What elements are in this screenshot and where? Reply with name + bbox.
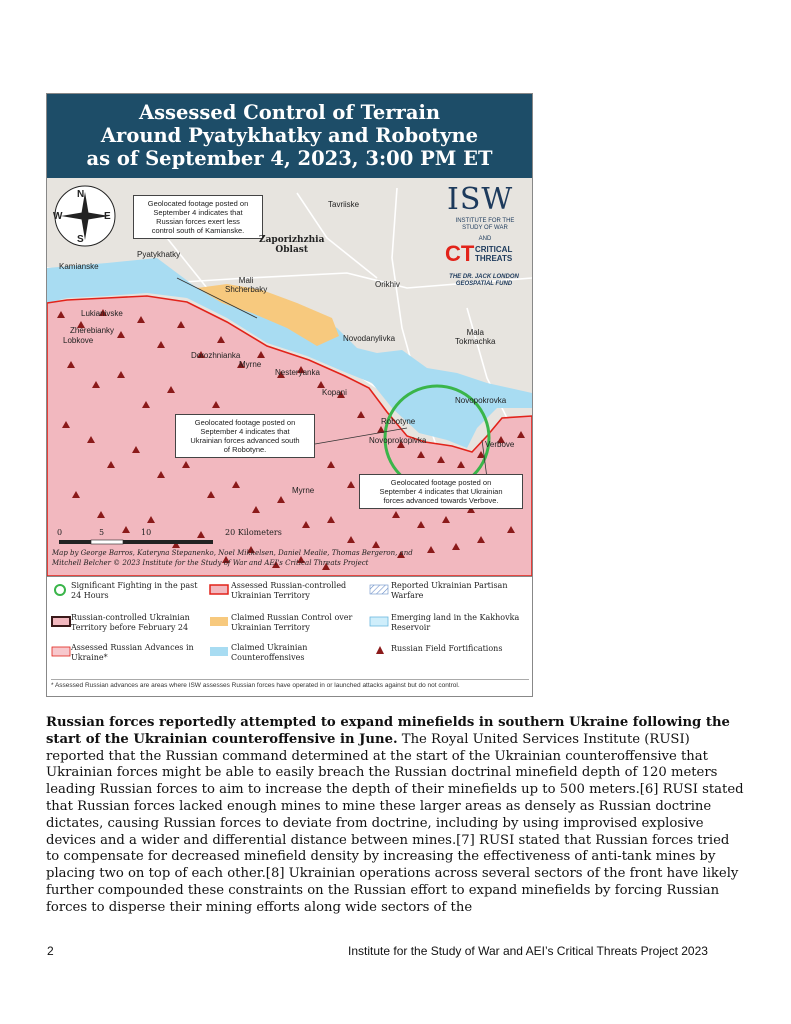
callout-line: Geolocated footage posted on	[390, 478, 492, 487]
logo-line: CRITICAL	[475, 245, 513, 254]
compass-e: E	[104, 211, 111, 222]
legend-line: Territory before February 24	[71, 623, 189, 632]
compass-s: S	[77, 234, 84, 245]
legend-line: Ukraine*	[71, 653, 108, 662]
place-kopani: Kopani	[322, 388, 347, 397]
place-nesteryanka: Nesteryanka	[275, 368, 320, 377]
compass-w: W	[53, 211, 63, 222]
isw-logo: ISW	[447, 182, 514, 217]
legend-line: Assessed Russian Advances in	[71, 643, 194, 652]
map-title-line: as of September 4, 2023, 3:00 PM ET	[86, 147, 493, 170]
scale-label-20: 20 Kilometers	[225, 528, 282, 537]
reservoir-icon	[369, 616, 389, 627]
scale-label-0: 0	[57, 528, 63, 537]
callout-line: September 4 indicates that Ukrainian	[379, 487, 503, 496]
callout-line: Geolocated footage posted on	[147, 199, 249, 208]
logo-line: THREATS	[475, 254, 513, 263]
callout-kamianske	[133, 195, 263, 239]
green-circle-icon	[53, 583, 67, 597]
logo-line: STUDY OF WAR	[462, 225, 508, 231]
footer-source: Institute for the Study of War and AEI’s Critical Threats Project 2023	[348, 944, 708, 958]
legend-line: Ukrainian Territory	[231, 623, 310, 632]
scale-label-5: 5	[99, 528, 105, 537]
place-tavriiske: Tavriiske	[328, 200, 360, 209]
legend-line: Russian-controlled Ukrainian	[71, 613, 190, 622]
geospatial-fund-label	[441, 274, 527, 288]
legend-item	[231, 613, 352, 633]
legend-line: Russian Field Fortifications	[391, 644, 503, 653]
callout-line: control south of Kamianske.	[151, 226, 245, 235]
legend-item	[391, 613, 519, 633]
callout-line: forces advanced towards Verbove.	[383, 496, 499, 505]
place-lobkove: Lobkove	[63, 336, 94, 345]
map-title	[47, 94, 532, 178]
ct-logo: CT	[445, 241, 475, 266]
legend-item	[391, 581, 507, 601]
place-line: Mali	[238, 276, 254, 285]
callout-verbove	[359, 474, 523, 509]
body-paragraph	[46, 715, 746, 917]
ct-logo-text	[475, 245, 512, 263]
blue-area-icon	[209, 646, 229, 657]
place-mali-shcherbaky	[225, 276, 267, 294]
logo-line: GEOSPATIAL FUND	[455, 281, 513, 287]
logo-and: AND	[478, 236, 492, 242]
callout-line: September 4 indicates that	[200, 427, 290, 436]
place-novodanylivka: Novodanylivka	[343, 334, 396, 343]
orange-area-icon	[209, 616, 229, 627]
legend-item	[71, 613, 190, 633]
logo-line: INSTITUTE FOR THE	[455, 218, 515, 224]
place-verbove: Verbove	[485, 440, 515, 449]
red-area-icon	[209, 584, 229, 595]
callout-line: September 4 indicates that	[153, 208, 243, 217]
legend-line: Warfare	[391, 591, 424, 600]
place-pyatykhatky: Pyatykhatky	[137, 250, 181, 259]
legend-line: Ukrainian Territory	[231, 591, 310, 600]
place-zherebianky: Zherebianky	[70, 326, 115, 335]
logo-line: THE DR. JACK LONDON	[449, 274, 519, 280]
callout-line: of Robotyne.	[223, 445, 267, 454]
legend-line: Counteroffensives	[231, 653, 305, 662]
legend-footnote: * Assessed Russian advances are areas where ISW assesses Russian forces have operated in or launched attacks against but do not control.	[51, 679, 529, 690]
legend-item	[391, 644, 502, 654]
credit-line: Mitchell Belcher © 2023 Institute for the Study of War and AEI's Critical Threats Project	[52, 559, 369, 567]
callout-line: Geolocated footage posted on	[194, 418, 296, 427]
place-lukianivske: Lukianivske	[81, 309, 123, 318]
legend-line: Claimed Ukrainian	[231, 643, 308, 652]
triangle-icon	[375, 645, 385, 655]
place-mala-tokmachka	[455, 328, 495, 346]
page-number: 2	[47, 944, 54, 958]
place-myrne: Myrne	[239, 360, 262, 369]
legend-item	[71, 643, 194, 663]
legend-line: Reported Ukrainian Partisan	[391, 581, 508, 590]
place-line: Shcherbaky	[225, 285, 268, 294]
pink-hatch-icon	[51, 646, 71, 657]
legend-item	[71, 581, 197, 601]
map-legend	[47, 576, 532, 697]
legend-line: Reservoir	[391, 623, 431, 632]
place-novoprokopivka: Novoprokopivka	[369, 436, 427, 445]
legend-line: 24 Hours	[71, 591, 109, 600]
hatch-icon	[369, 584, 389, 595]
body-text: The Royal United Services Institute (RUSI) reported that the Russian command determined at the start of the Ukrainian counteroffensive that Ukrainian forces might be able to easily breach the Russian doctrinal minefield depth of 120 meters leading Russian forces to aim to increase the depth of their minefields up to 500 meters.[6] RUSI stated that Russian forces lacked enough mines to mine these larger areas as densely as Russian doctrine dictates, causing Russian forces to deviate from doctrine, including by using improvised explosive devices and a wider and differential distance between mines.[7] RUSI stated that Russian forces tried to compensate for decreased minefield density by increasing the effectiveness of anti-tank mines by placing two on top of each other.[8] Ukrainian operations across several sectors of the front have likely further compounded these constraints on the Russian effort to expand minefields by forcing Russian forces to disperse their mining efforts along wide sectors of the	[46, 731, 744, 915]
callout-line: Russian forces exert less	[156, 217, 240, 226]
legend-item	[231, 581, 346, 601]
map-title-line: Assessed Control of Terrain	[138, 101, 441, 124]
map-figure	[46, 93, 533, 697]
place-dorozhnianka: Dorozhnianka	[191, 351, 241, 360]
oblast-line: Zaporizhzhia	[259, 235, 325, 245]
callout-robotyne	[175, 414, 315, 458]
legend-line: Emerging land in the Kakhovka	[391, 613, 520, 622]
oblast-label	[259, 235, 324, 255]
place-line: Mala	[466, 328, 484, 337]
callout-line: Ukrainian forces advanced south	[190, 436, 300, 445]
scale-bar	[59, 540, 213, 544]
isw-logo-subtitle	[449, 218, 521, 232]
body-lead: Russian forces reportedly attempted to expand minefields in southern Ukraine following the start of the Ukrainian counteroffensive in June.	[46, 715, 730, 747]
legend-line: Assessed Russian-controlled	[231, 581, 347, 590]
place-line: Tokmachka	[455, 337, 496, 346]
place-kamianske: Kamianske	[59, 262, 99, 271]
legend-line: Significant Fighting in the past	[71, 581, 198, 590]
map-title-line: Around Pyatykhatky and Robotyne	[100, 124, 479, 147]
legend-line: Claimed Russian Control over	[231, 613, 353, 622]
map-area	[47, 178, 532, 576]
place-novopokrovka: Novopokrovka	[455, 396, 507, 405]
place-orikhiv: Orikhiv	[375, 280, 400, 289]
oblast-line: Oblast	[275, 245, 309, 255]
dark-border-icon	[51, 616, 71, 627]
scale-label-10: 10	[141, 528, 152, 537]
credit-line: Map by George Barros, Kateryna Stepanenko, Noel Mikkelsen, Daniel Mealie, Thomas Bergeron, and	[52, 549, 413, 557]
place-robotyne: Robotyne	[381, 417, 416, 426]
compass-n: N	[77, 189, 85, 200]
map-credit	[52, 548, 527, 568]
legend-item	[231, 643, 307, 663]
place-myrne-south: Myrne	[292, 486, 315, 495]
